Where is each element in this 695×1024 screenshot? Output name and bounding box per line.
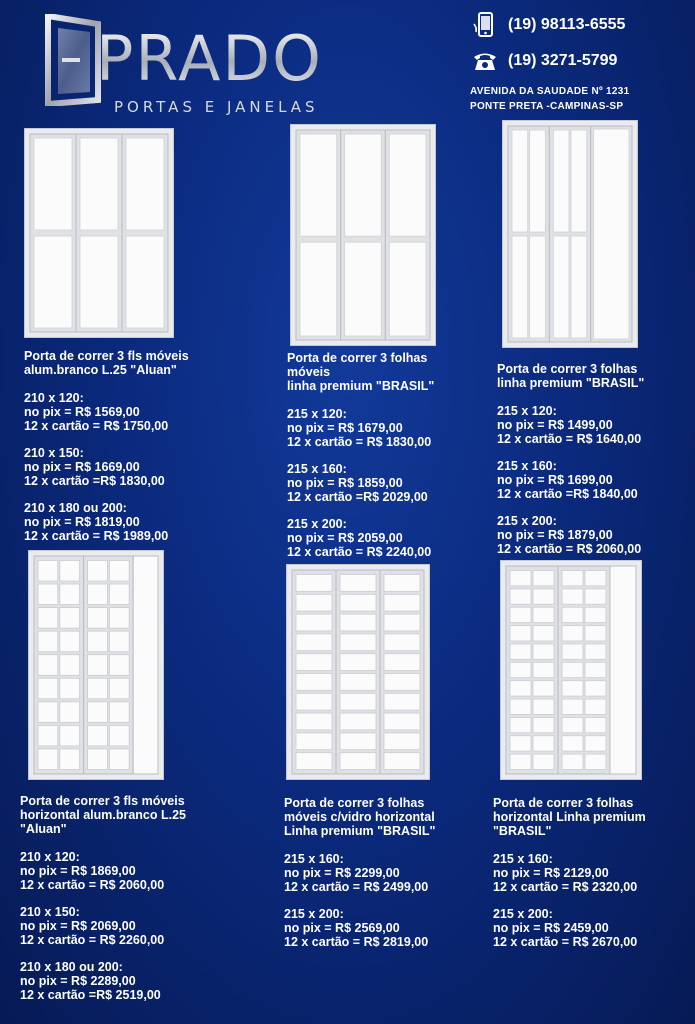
product-name-line: móveis [287,365,331,379]
pix-price: no pix = R$ 1699,00 [497,473,613,487]
product-name-line: Porta de correr 3 fls móveis [24,349,189,363]
product-image-1 [24,128,174,338]
price-option [493,907,646,949]
product-name [497,362,644,390]
card-price: 12 x cartão = R$ 2260,00 [20,933,165,947]
pix-price: no pix = R$ 1499,00 [497,418,613,432]
price-option [20,850,186,892]
pix-price: no pix = R$ 1869,00 [20,864,136,878]
card-price: 12 x cartão =R$ 2029,00 [287,490,428,504]
product-image-4 [28,550,164,780]
address-line-2: PONTE PRETA -CAMPINAS-SP [470,101,624,112]
size-label: 215 x 120: [497,404,557,418]
mobile-phone-icon [472,12,498,38]
card-price: 12 x cartão =R$ 1840,00 [497,487,638,501]
price-option [24,501,189,543]
card-price: 12 x cartão = R$ 2060,00 [497,542,642,556]
product-name [287,351,434,393]
pix-price: no pix = R$ 1679,00 [287,421,403,435]
pix-price: no pix = R$ 1669,00 [24,460,140,474]
product-card-5 [284,796,435,962]
contact-phone[interactable] [472,48,617,74]
card-price: 12 x cartão = R$ 2240,00 [287,545,432,559]
price-option [287,462,434,504]
size-label: 210 x 150: [24,446,84,460]
card-price: 12 x cartão = R$ 2670,00 [493,935,638,949]
size-label: 215 x 160: [497,459,557,473]
card-price: 12 x cartão = R$ 2499,00 [284,880,429,894]
size-label: 215 x 120: [287,407,347,421]
pix-price: no pix = R$ 1859,00 [287,476,403,490]
product-name-line: Porta de correr 3 folhas [284,796,425,810]
product-image-2 [290,124,436,346]
product-name-line: horizontal Linha premium [493,810,646,824]
price-option [497,514,644,556]
product-name-line: linha premium "BRASIL" [287,379,435,393]
size-label: 215 x 200: [287,517,347,531]
brand-name: PRADO [96,22,323,95]
address-line-1: AVENIDA DA SAUDADE Nº 1231 [470,86,630,97]
price-option [493,852,646,894]
card-price: 12 x cartão = R$ 2320,00 [493,880,638,894]
product-name-line: Porta de correr 3 folhas [287,351,428,365]
product-card-6 [493,796,646,962]
card-price: 12 x cartão =R$ 2519,00 [20,988,161,1002]
pix-price: no pix = R$ 2069,00 [20,919,136,933]
product-name-line: Porta de correr 3 folhas [497,362,638,376]
size-label: 210 x 180 ou 200: [24,501,127,515]
telephone-icon [472,48,498,74]
product-name-line: "BRASIL" [493,824,552,838]
card-price: 12 x cartão = R$ 1830,00 [287,435,432,449]
price-option [497,459,644,501]
price-option [287,407,434,449]
product-card-2 [287,351,434,572]
brand-tagline: PORTAS E JANELAS [114,98,319,116]
pix-price: no pix = R$ 2459,00 [493,921,609,935]
product-image-5 [286,564,430,780]
card-price: 12 x cartão = R$ 2819,00 [284,935,429,949]
product-name-line: "Aluan" [20,822,67,836]
product-name-line: Linha premium "BRASIL" [284,824,436,838]
price-option [20,960,186,1002]
size-label: 215 x 200: [284,907,344,921]
size-label: 210 x 120: [24,391,84,405]
product-card-3 [497,362,644,569]
product-name-line: Porta de correr 3 folhas [493,796,634,810]
price-option [20,905,186,947]
price-option [24,391,189,433]
product-name-line: Porta de correr 3 fls móveis [20,794,185,808]
pix-price: no pix = R$ 2059,00 [287,531,403,545]
product-name [493,796,646,838]
contact-mobile[interactable] [472,12,625,38]
brand-logo [44,14,344,120]
mobile-number: (19) 98113-6555 [508,16,626,33]
product-image-6 [500,560,642,780]
card-price: 12 x cartão = R$ 1750,00 [24,419,169,433]
phone-number: (19) 3271-5799 [508,52,618,69]
product-name-line: alum.branco L.25 "Aluan" [24,363,177,377]
price-option [497,404,644,446]
size-label: 215 x 200: [497,514,557,528]
product-name [284,796,435,838]
size-label: 215 x 160: [284,852,344,866]
price-option [287,517,434,559]
size-label: 215 x 160: [287,462,347,476]
product-name-line: móveis c/vidro horizontal [284,810,435,824]
pix-price: no pix = R$ 2289,00 [20,974,136,988]
size-label: 215 x 200: [493,907,553,921]
size-label: 210 x 150: [20,905,80,919]
card-price: 12 x cartão = R$ 1989,00 [24,529,169,543]
pix-price: no pix = R$ 2569,00 [284,921,400,935]
card-price: 12 x cartão = R$ 2060,00 [20,878,165,892]
product-card-1 [24,349,189,556]
size-label: 215 x 160: [493,852,553,866]
product-image-3 [502,120,638,348]
pix-price: no pix = R$ 1819,00 [24,515,140,529]
pix-price: no pix = R$ 1879,00 [497,528,613,542]
product-name [24,349,189,377]
pix-price: no pix = R$ 2299,00 [284,866,400,880]
product-card-4 [20,794,186,1015]
size-label: 210 x 120: [20,850,80,864]
product-name-line: horizontal alum.branco L.25 [20,808,186,822]
product-name [20,794,186,836]
price-option [24,446,189,488]
size-label: 210 x 180 ou 200: [20,960,123,974]
price-option [284,852,435,894]
pix-price: no pix = R$ 2129,00 [493,866,609,880]
price-option [284,907,435,949]
card-price: 12 x cartão = R$ 1640,00 [497,432,642,446]
card-price: 12 x cartão =R$ 1830,00 [24,474,165,488]
product-name-line: linha premium "BRASIL" [497,376,645,390]
pix-price: no pix = R$ 1569,00 [24,405,140,419]
